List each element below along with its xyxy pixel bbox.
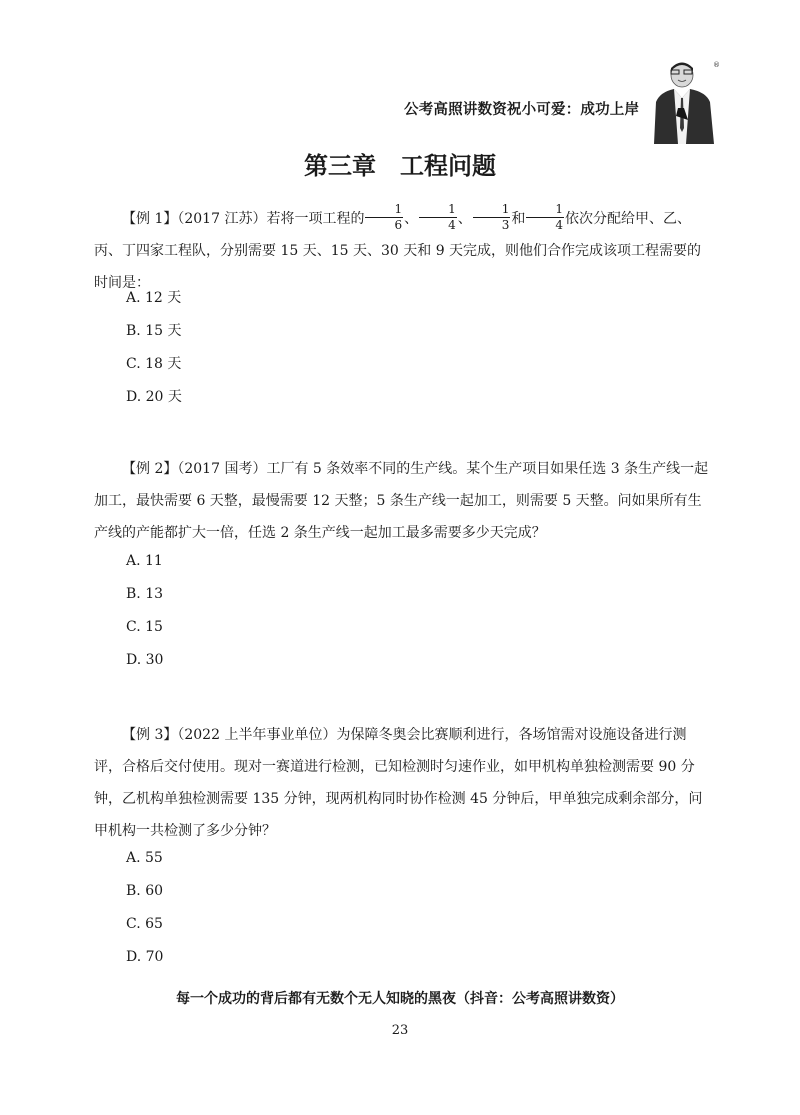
option-d: D. 70 <box>126 949 164 965</box>
question-label: 【例 1】 <box>122 211 178 227</box>
question-source: （2017 国考） <box>177 461 267 477</box>
page-number: 23 <box>391 1023 409 1038</box>
question-label: 【例 2】 <box>122 461 178 477</box>
question-1: 【例 1】（2017 江苏）若将一项工程的 $\frac{1}{6}$ 、 $\frac{1}{4}$ 、 $\frac{1}{3}$ 和 $\frac{1}{4}$ 依次分配给甲、乙、丙、丁四家工程队，分别需要 15 天、15 天、30 天和 9 天完成，则他们合作完成该项工程需要的时间是： <box>94 201 702 291</box>
option-b: B. 15 天 <box>126 323 182 339</box>
option-b: B. 60 <box>126 883 164 899</box>
option-b: B. 13 <box>126 586 164 602</box>
registered-mark: ® <box>713 61 720 69</box>
option-d: D. 30 <box>126 652 164 668</box>
footer-slogan: 每一个成功的背后都有无数个无人知晓的黑夜（抖音：公考高照讲数资） <box>176 991 624 1007</box>
question-label: 【例 3】 <box>122 727 178 743</box>
fraction: $\frac{1}{4}$ <box>419 202 457 233</box>
option-c: C. 15 <box>126 619 163 635</box>
fraction: $\frac{1}{6}$ <box>365 202 403 233</box>
option-c: C. 18 天 <box>126 356 182 372</box>
header-slogan: 公考高照讲数资祝小可爱：成功上岸 <box>404 102 640 118</box>
question-source: （2017 江苏） <box>177 211 267 227</box>
option-c: C. 65 <box>126 916 163 932</box>
question-source: （2022 上半年事业单位） <box>177 727 337 743</box>
option-a: A. 11 <box>126 553 163 569</box>
option-d: D. 20 天 <box>126 389 182 405</box>
chapter-title: 第三章 工程问题 <box>304 152 496 180</box>
option-a: A. 55 <box>126 850 163 866</box>
question-3: 【例 3】（2022 上半年事业单位）为保障冬奥会比赛顺利进行，各场馆需对设施设备进行测评，合格后交付使用。现对一赛道进行检测，已知检测时匀速作业，如甲机构单独检测需要 90 分钟，乙机构单独检测需要 135 分钟，现两机构同时协作检测 45 分钟后，甲单独完成剩余部分，问甲机构一共检测了多少分钟？ <box>94 727 703 839</box>
fraction: $\frac{1}{3}$ <box>473 202 511 233</box>
option-a: A. 12 天 <box>126 290 182 306</box>
question-2: 【例 2】（2017 国考）工厂有 5 条效率不同的生产线。某个生产项目如果任选 3 条生产线一起加工，最快需要 6 天整，最慢需要 12 天整；5 条生产线一起加工，则需要 5 天整。问如果所有生产线的产能都扩大一倍，任选 2 条生产线一起加工最多需要多少天完成？ <box>94 461 709 541</box>
instructor-portrait <box>648 58 720 144</box>
fraction: $\frac{1}{4}$ <box>526 202 564 233</box>
